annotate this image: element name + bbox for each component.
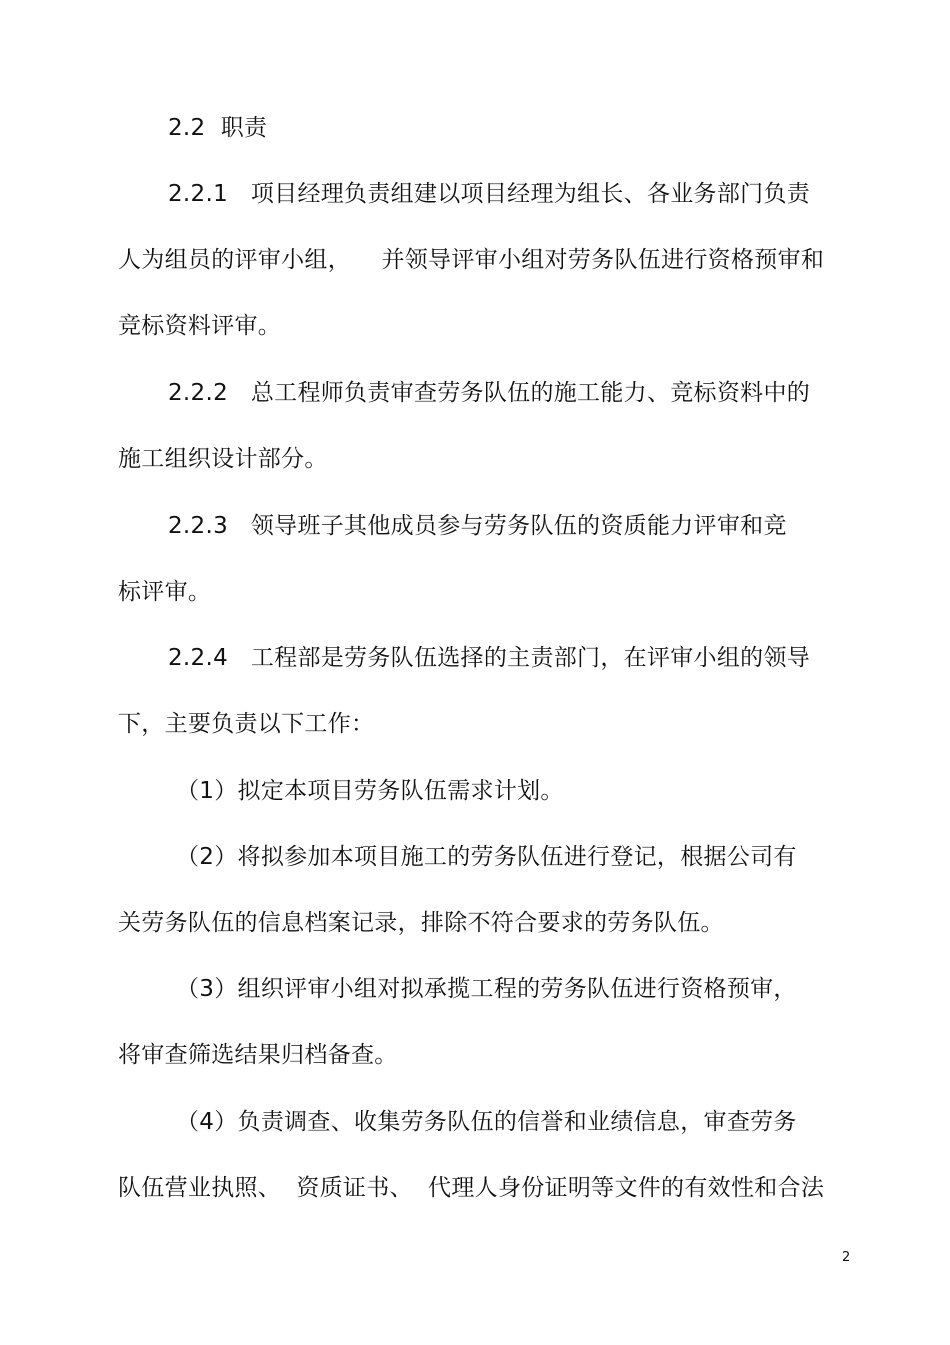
section-heading: 2.2 职责 bbox=[168, 115, 268, 141]
paragraph-line: 标评审。 bbox=[118, 579, 212, 605]
paragraph-line: 2.2.2 总工程师负责审查劳务队伍的施工能力、竞标资料中的 bbox=[168, 380, 811, 406]
paragraph-line: 2.2.4 工程部是劳务队伍选择的主责部门，在评审小组的领导 bbox=[168, 645, 811, 671]
paragraph-line: 施工组织设计部分。 bbox=[118, 446, 328, 472]
list-item-line: （3）组织评审小组对拟承揽工程的劳务队伍进行资格预审， bbox=[176, 976, 797, 1002]
paragraph-line: 2.2.1 项目经理负责组建以项目经理为组长、各业务部门负责 bbox=[168, 181, 811, 207]
list-item-line: （2）将拟参加本项目施工的劳务队伍进行登记，根据公司有 bbox=[176, 844, 797, 870]
paragraph-line: 人为组员的评审小组， 并领导评审小组对劳务队伍进行资格预审和 bbox=[118, 247, 825, 273]
list-item-line: （4）负责调查、收集劳务队伍的信誉和业绩信息，审查劳务 bbox=[176, 1109, 797, 1135]
paragraph-line: 2.2.3 领导班子其他成员参与劳务队伍的资质能力评审和竞 bbox=[168, 513, 787, 539]
paragraph-line: 关劳务队伍的信息档案记录，排除不符合要求的劳务队伍。 bbox=[118, 910, 724, 936]
paragraph-line: 将审查筛选结果归档备查。 bbox=[118, 1042, 398, 1068]
page-number: 2 bbox=[842, 1250, 851, 1265]
paragraph-line: 队伍营业执照、 资质证书、 代理人身份证明等文件的有效性和合法 bbox=[118, 1175, 825, 1201]
list-item-line: （1）拟定本项目劳务队伍需求计划。 bbox=[176, 778, 564, 804]
paragraph-line: 下，主要负责以下工作： bbox=[118, 711, 375, 737]
paragraph-line: 竞标资料评审。 bbox=[118, 313, 282, 339]
